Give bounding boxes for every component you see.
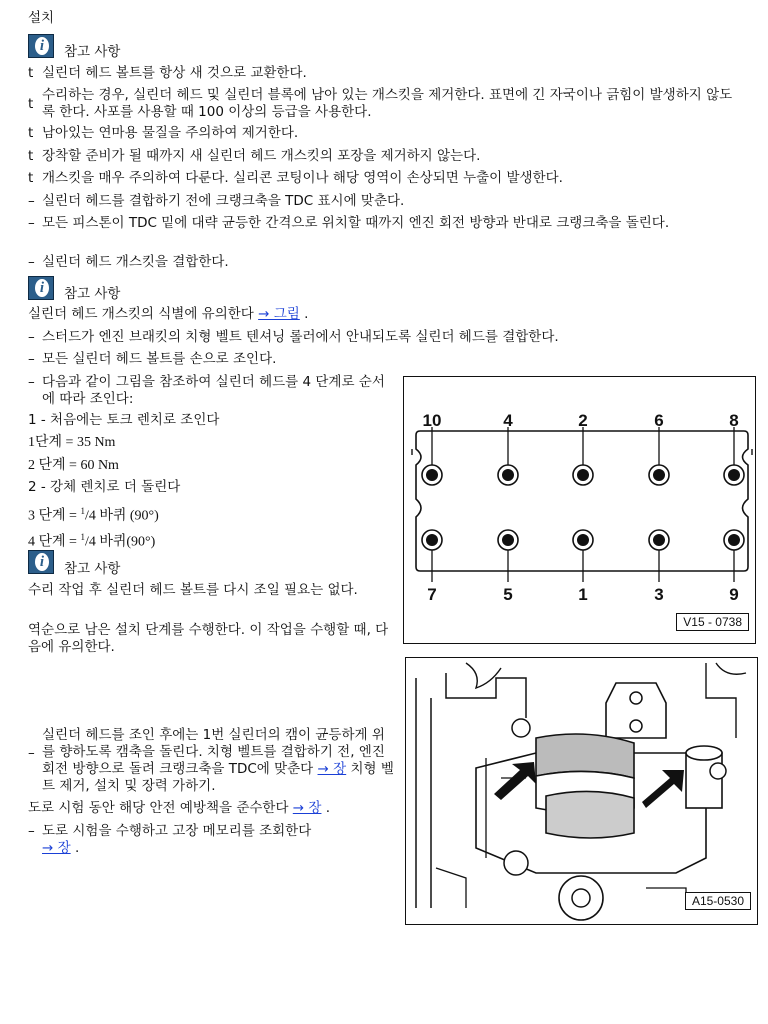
- bolt: [422, 465, 442, 485]
- bolt-number-label: 2: [578, 411, 588, 430]
- note-title: 참고 사항: [64, 561, 121, 577]
- bolt: [573, 465, 593, 485]
- torque-stage-2: 2 단계 = 60 Nm: [28, 458, 119, 473]
- chapter-link[interactable]: → 장: [292, 800, 322, 816]
- torque-step-2-label: 2 - 강체 렌치로 더 돌린다: [28, 479, 181, 495]
- step-item: 실린더 헤드 개스킷을 결합한다.: [42, 254, 229, 270]
- bolt-number-label: 6: [654, 411, 664, 430]
- reverse-instruction: 역순으로 남은 설치 단계를 수행한다. 이 작업을 수행할 때, 다음에 유의한다.: [28, 622, 389, 655]
- note-title: 참고 사항: [64, 44, 121, 60]
- step-item: 다음과 같이 그림을 참조하여 실린더 헤드를 4 단계로 순서에 따라 조인다:: [42, 374, 385, 407]
- figure-link[interactable]: → 그림: [258, 306, 300, 322]
- note-text-body: 실린더 헤드 개스킷의 식별에 유의한다: [28, 306, 254, 322]
- final-step: 도로 시험을 수행하고 고장 메모리를 조회한다: [42, 823, 312, 839]
- bullet-marker: –: [28, 374, 35, 390]
- bullet-marker: –: [28, 351, 35, 367]
- bolt: [649, 465, 669, 485]
- torque-stage-3: 3 단계 = $^1$/4 바퀴 (90°): [28, 506, 159, 524]
- bolt-group: [422, 427, 744, 582]
- bolt-labels-bottom: [427, 585, 738, 604]
- bolt: [649, 530, 669, 550]
- road-test-note: 도로 시험 동안 해당 안전 예방책을 준수한다 → 장 .: [28, 800, 331, 816]
- step-item: 모든 실린더 헤드 볼트를 손으로 조인다.: [42, 351, 277, 367]
- note-item: 남아있는 연마용 물질을 주의하여 제거한다.: [42, 125, 299, 141]
- bolt: [422, 530, 442, 550]
- camshaft-illustration: [406, 658, 757, 924]
- chapter-link[interactable]: → 장: [42, 840, 71, 856]
- torque-step-1-label: 1 - 처음에는 토크 렌치로 조인다: [28, 412, 220, 428]
- bolt-number-label: 4: [503, 411, 513, 430]
- note-item: 수리하는 경우, 실린더 헤드 및 실린더 블록에 남아 있는 개스킷을 제거한다. 표면에 긴 자국이나 긁힘이 발생하지 않도록 한다. 사포를 사용할 때 100 이상의 등급을 사용한다.: [42, 87, 733, 120]
- bolt-number-label: 9: [729, 585, 739, 604]
- bolt-number-label: 7: [427, 585, 437, 604]
- chapter-link[interactable]: → 장: [317, 761, 347, 777]
- bolt: [724, 530, 744, 550]
- note-item: 개스킷을 매우 주의하여 다룬다. 실리콘 코팅이나 해당 영역이 손상되면 누출이 발생한다.: [42, 170, 563, 186]
- bullet-marker: –: [28, 745, 35, 761]
- torque-stage-1: 1단계 = 35 Nm: [28, 435, 116, 450]
- note-item: 장착할 준비가 될 때까지 새 실린더 헤드 개스킷의 포장을 제거하지 않는다.: [42, 148, 481, 164]
- bullet-marker: –: [28, 254, 35, 270]
- bolt-number-label: 8: [729, 411, 739, 430]
- figure-code: V15 - 0738: [676, 613, 749, 631]
- step-item: 스터드가 엔진 브래킷의 치형 벨트 텐셔닝 롤러에서 안내되도록 실린더 헤드를 결합한다.: [42, 329, 559, 345]
- bullet-marker: t: [28, 65, 34, 81]
- camshaft-figure: [405, 657, 758, 925]
- bullet-marker: t: [28, 125, 34, 141]
- bolt-sequence-figure: [403, 376, 756, 644]
- note-title: 참고 사항: [64, 286, 121, 302]
- section-heading: 설치: [28, 10, 55, 26]
- bullet-marker: –: [28, 215, 35, 231]
- note-text: [28, 306, 308, 323]
- bullet-marker: t: [28, 148, 34, 164]
- final-step: 실린더 헤드를 조인 후에는 1번 실린더의 캠이 균등하게 위를 향하도록 캠축을 돌린다. 치형 벨트를 결합하기 전, 엔진 회전 방향으로 돌려 크랭크축을 TDC에 맞춘다 → 장 치형 벨트 제거, 설치 및 장력 가하기.: [42, 727, 394, 794]
- cylinder-head-diagram: [404, 377, 755, 643]
- bolt: [724, 465, 744, 485]
- note-text-end: .: [304, 306, 309, 322]
- info-icon: i: [28, 34, 54, 58]
- info-icon: i: [28, 550, 54, 574]
- bolt: [498, 465, 518, 485]
- step-item: 모든 피스톤이 TDC 밑에 대략 균등한 간격으로 위치할 때까지 엔진 회전 방향과 반대로 크랭크축을 돌린다.: [42, 215, 670, 231]
- bullet-marker: –: [28, 193, 35, 209]
- info-icon: i: [28, 276, 54, 300]
- bolt-number-label: 1: [578, 585, 588, 604]
- figure-code: A15-0530: [685, 892, 751, 910]
- bolt-labels-top: [423, 411, 739, 430]
- bullet-marker: –: [28, 329, 35, 345]
- bullet-marker: t: [28, 170, 34, 186]
- bullet-marker: t: [28, 96, 34, 112]
- step-item: 실린더 헤드를 결합하기 전에 크랭크축을 TDC 표시에 맞춘다.: [42, 193, 405, 209]
- bolt-number-label: 5: [503, 585, 513, 604]
- note-item: 실린더 헤드 볼트를 항상 새 것으로 교환한다.: [42, 65, 307, 81]
- note-text: 수리 작업 후 실린더 헤드 볼트를 다시 조일 필요는 없다.: [28, 582, 358, 598]
- bolt: [498, 530, 518, 550]
- bolt-number-label: 3: [654, 585, 664, 604]
- bolt: [573, 530, 593, 550]
- bullet-marker: –: [28, 823, 35, 839]
- bolt-number-label: 10: [422, 411, 442, 430]
- torque-stage-4: 4 단계 = $^1$/4 바퀴(90°): [28, 532, 156, 550]
